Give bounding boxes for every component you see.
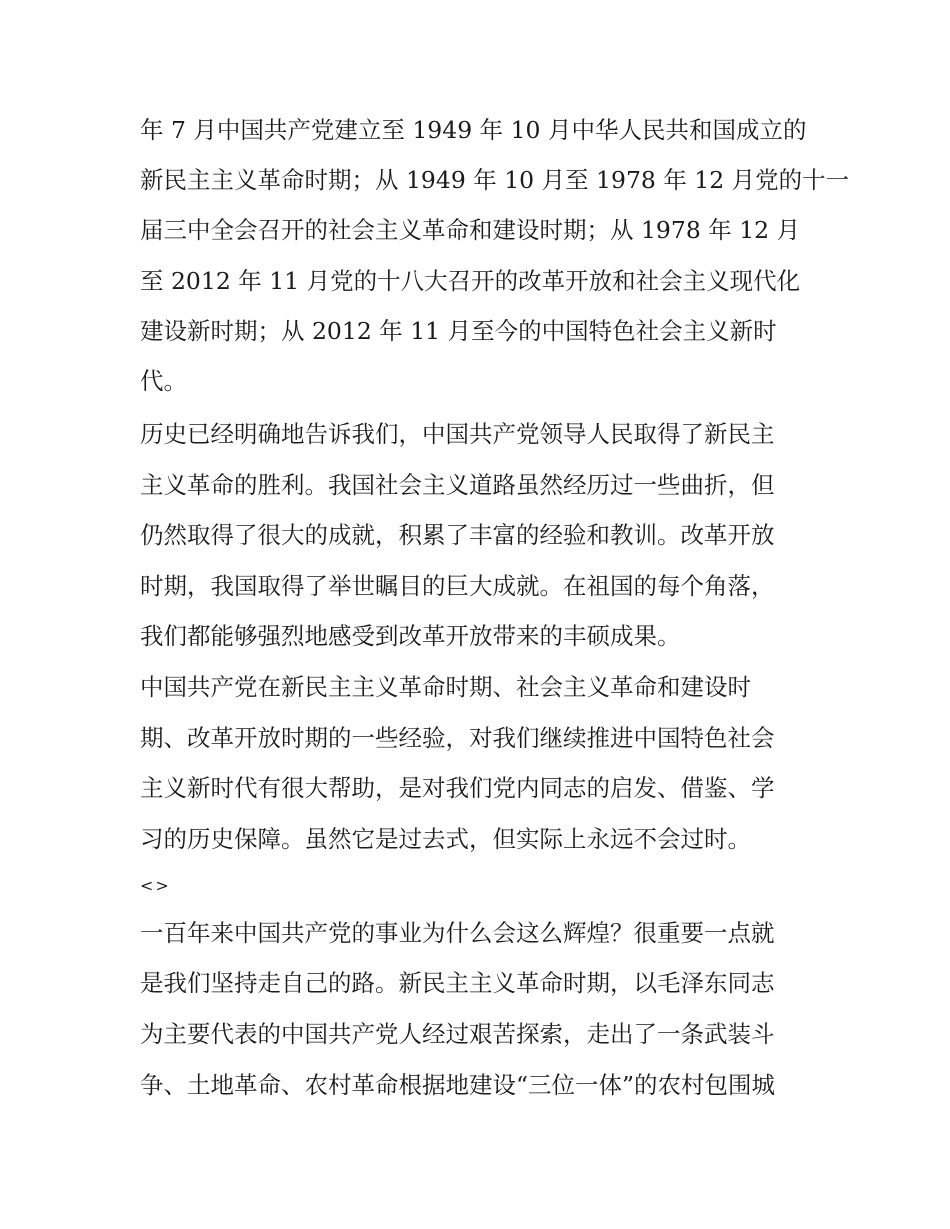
text-line: 历史已经明确地告诉我们，中国共产党领导人民取得了新民主 bbox=[140, 420, 775, 448]
text-line: 中国共产党在新民主主义革命时期、社会主义革命和建设时 bbox=[140, 673, 751, 701]
text-line: 仍然取得了很大的成就，积累了丰富的经验和教训。改革开放 bbox=[140, 521, 775, 549]
text-line: 为主要代表的中国共产党人经过艰苦探索，走出了一条武装斗 bbox=[140, 1020, 775, 1048]
text-line: 习的历史保障。虽然它是过去式，但实际上永远不会过时。 bbox=[140, 825, 751, 853]
text-line: 一百年来中国共产党的事业为什么会这么辉煌？很重要一点就 bbox=[140, 919, 775, 947]
text-line: 新民主主义革命时期；从 1949 年 10 月至 1978 年 12 月党的十一 bbox=[140, 166, 850, 194]
text-line: 期、改革开放时期的一些经验，对我们继续推进中国特色社会 bbox=[140, 724, 775, 752]
text-line: 主义革命的胜利。我国社会主义道路虽然经历过一些曲折，但 bbox=[140, 471, 775, 499]
text-line: 时期，我国取得了举世瞩目的巨大成就。在祖国的每个角落， bbox=[140, 572, 775, 600]
text-line: 我们都能够强烈地感受到改革开放带来的丰硕成果。 bbox=[140, 622, 681, 650]
section-marker: <> bbox=[140, 876, 171, 895]
text-line: 争、土地革命、农村革命根据地建设“三位一体”的农村包围城 bbox=[140, 1071, 776, 1099]
text-line: 是我们坚持走自己的路。新民主主义革命时期，以毛泽东同志 bbox=[140, 969, 775, 997]
text-line: 建设新时期；从 2012 年 11 月至今的中国特色社会主义新时 bbox=[140, 317, 777, 345]
text-line: 届三中全会召开的社会主义革命和建设时期；从 1978 年 12 月 bbox=[140, 216, 801, 244]
text-line: 至 2012 年 11 月党的十八大召开的改革开放和社会主义现代化 bbox=[140, 267, 801, 295]
text-line: 年 7 月中国共产党建立至 1949 年 10 月中华人民共和国成立的 bbox=[140, 116, 807, 144]
text-line: 主义新时代有很大帮助，是对我们党内同志的启发、借鉴、学 bbox=[140, 774, 775, 802]
text-line: 代。 bbox=[140, 367, 187, 395]
